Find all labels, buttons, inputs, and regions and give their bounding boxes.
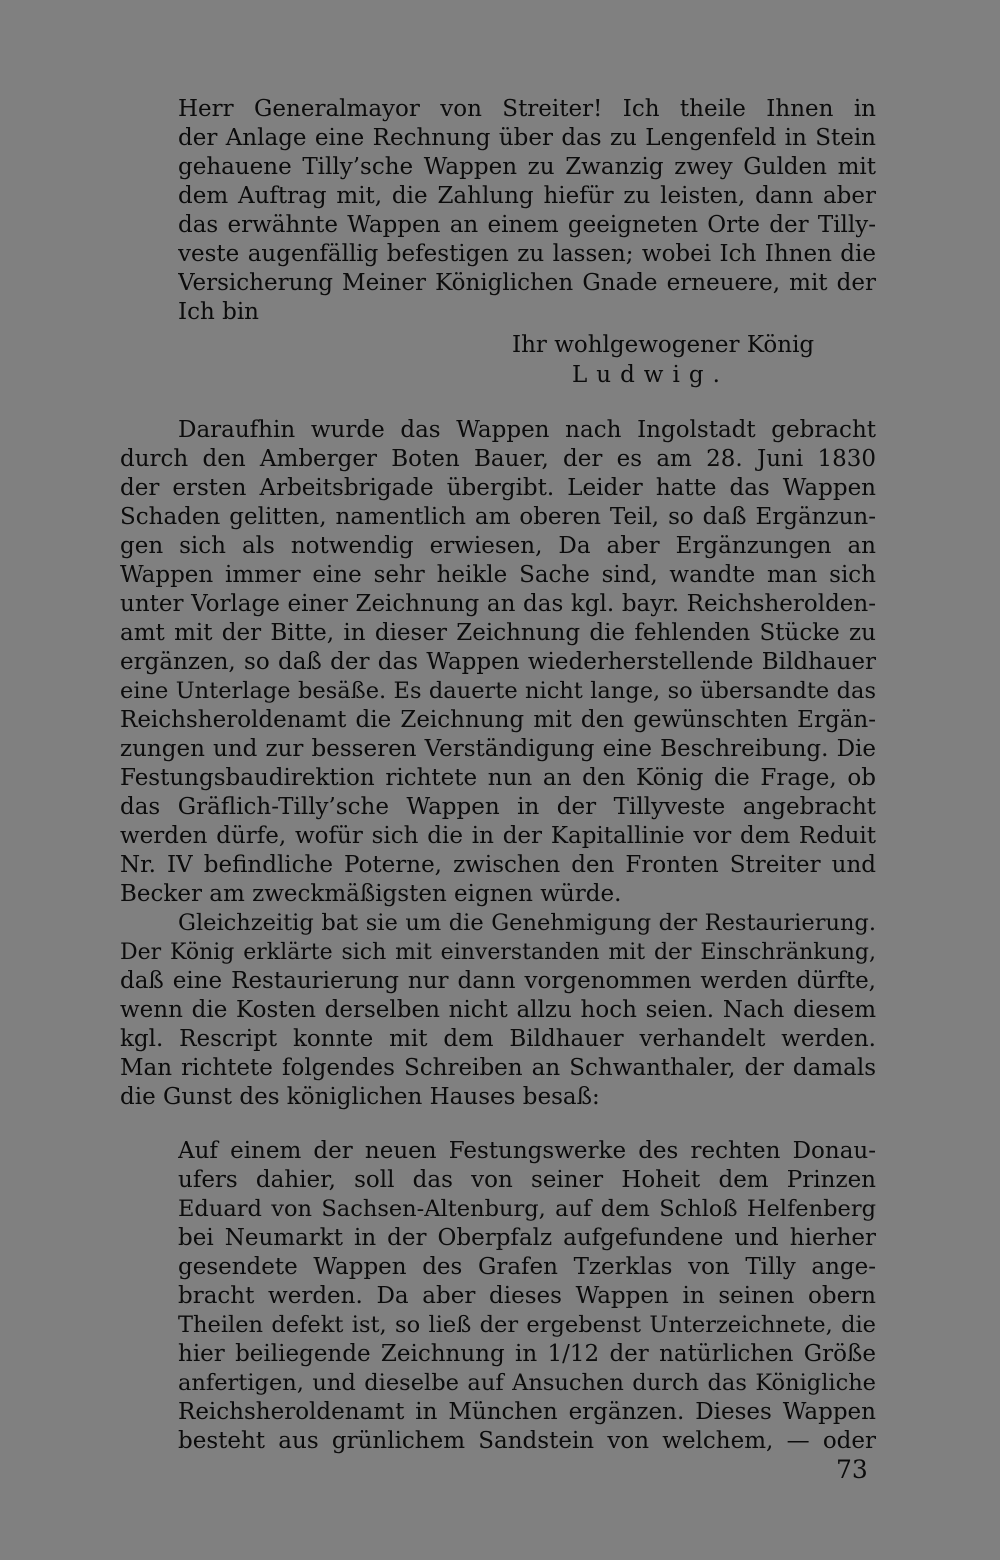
body-line: das Gräflich-Tilly’sche Wappen in der Tillyveste angebracht: [120, 794, 876, 820]
letter-closing: Ihr wohlgewogener König: [512, 332, 815, 358]
quote-line: besteht aus grünlichem Sandstein von welchem, — oder: [178, 1428, 876, 1454]
body-line: zungen und zur besseren Verständigung eine Beschreibung. Die: [120, 736, 876, 762]
body-line: kgl. Rescript konnte mit dem Bildhauer verhandelt werden.: [120, 1026, 876, 1052]
body-line: der ersten Arbeitsbrigade übergibt. Leider hatte das Wappen: [120, 475, 876, 501]
quote-line: ufers dahier, soll das von seiner Hoheit dem Prinzen: [178, 1167, 876, 1193]
body-line: wenn die Kosten derselben nicht allzu hoch seien. Nach diesem: [120, 997, 876, 1023]
letter-line: dem Auftrag mit, die Zahlung hiefür zu leisten, dann aber: [178, 183, 876, 209]
body-line: Reichsheroldenamt die Zeichnung mit den gewünschten Ergän-: [120, 707, 876, 733]
body-line: unter Vorlage einer Zeichnung an das kgl. bayr. Reichsherolden-: [120, 591, 876, 617]
body-line: Wappen immer eine sehr heikle Sache sind, wandte man sich: [120, 562, 876, 588]
quote-line: Reichsheroldenamt in München ergänzen. Dieses Wappen: [178, 1399, 876, 1425]
quote-line: Theilen defekt ist, so ließ der ergebenst Unterzeichnete, die: [178, 1312, 876, 1338]
quote-line: gesendete Wappen des Grafen Tzerklas von Tilly ange-: [178, 1254, 876, 1280]
body-line: Nr. IV befindliche Poterne, zwischen den Fronten Streiter und: [120, 852, 876, 878]
quote-line: bracht werden. Da aber dieses Wappen in seinen obern: [178, 1283, 876, 1309]
letter-line: Versicherung Meiner Königlichen Gnade erneuere, mit der: [178, 270, 876, 296]
body-line: die Gunst des königlichen Hauses besaß:: [120, 1084, 600, 1110]
body-line: Gleichzeitig bat sie um die Genehmigung der Restaurierung.: [178, 910, 876, 936]
body-line: ergänzen, so daß der das Wappen wiederherstellende Bildhauer: [120, 649, 876, 675]
body-line: gen sich als notwendig erwiesen, Da aber Ergänzungen an: [120, 533, 876, 559]
letter-line: das erwähnte Wappen an einem geeigneten Orte der Tilly-: [178, 212, 876, 238]
body-line: amt mit der Bitte, in dieser Zeichnung die fehlenden Stücke zu: [120, 620, 876, 646]
body-line: Man richtete folgendes Schreiben an Schwanthaler, der damals: [120, 1055, 876, 1081]
body-line: daß eine Restaurierung nur dann vorgenommen werden dürfte,: [120, 968, 876, 994]
body-line: eine Unterlage besäße. Es dauerte nicht lange, so übersandte das: [120, 678, 876, 704]
letter-line: der Anlage eine Rechnung über das zu Lengenfeld in Stein: [178, 125, 876, 151]
quote-line: Auf einem der neuen Festungswerke des rechten Donau-: [178, 1138, 876, 1164]
body-line: Schaden gelitten, namentlich am oberen Teil, so daß Ergänzun-: [120, 504, 876, 530]
letter-line: Ich bin: [178, 299, 259, 325]
body-line: werden dürfe, wofür sich die in der Kapitallinie vor dem Reduit: [120, 823, 876, 849]
body-line: Festungsbaudirektion richtete nun an den König die Frage, ob: [120, 765, 876, 791]
page-number: 73: [836, 1455, 868, 1484]
body-line: Becker am zweckmäßigsten eignen würde.: [120, 881, 622, 907]
letter-line: gehauene Tilly’sche Wappen zu Zwanzig zwey Gulden mit: [178, 154, 876, 180]
letter-line: Herr Generalmayor von Streiter! Ich theile Ihnen in: [178, 96, 876, 122]
quote-line: hier beiliegende Zeichnung in 1/12 der natürlichen Größe: [178, 1341, 876, 1367]
quote-line: anfertigen, und dieselbe auf Ansuchen durch das Königliche: [178, 1370, 876, 1396]
letter-line: veste augenfällig befestigen zu lassen; wobei Ich Ihnen die: [178, 241, 876, 267]
body-line: durch den Amberger Boten Bauer, der es am 28. Juni 1830: [120, 446, 876, 472]
quote-line: bei Neumarkt in der Oberpfalz aufgefundene und hierher: [178, 1225, 876, 1251]
letter-signature: Ludwig.: [572, 362, 729, 388]
quote-line: Eduard von Sachsen-Altenburg, auf dem Schloß Helfenberg: [178, 1196, 876, 1222]
body-line: Der König erklärte sich mit einverstanden mit der Einschränkung,: [120, 940, 876, 965]
body-line: Daraufhin wurde das Wappen nach Ingolstadt gebracht: [178, 417, 876, 443]
